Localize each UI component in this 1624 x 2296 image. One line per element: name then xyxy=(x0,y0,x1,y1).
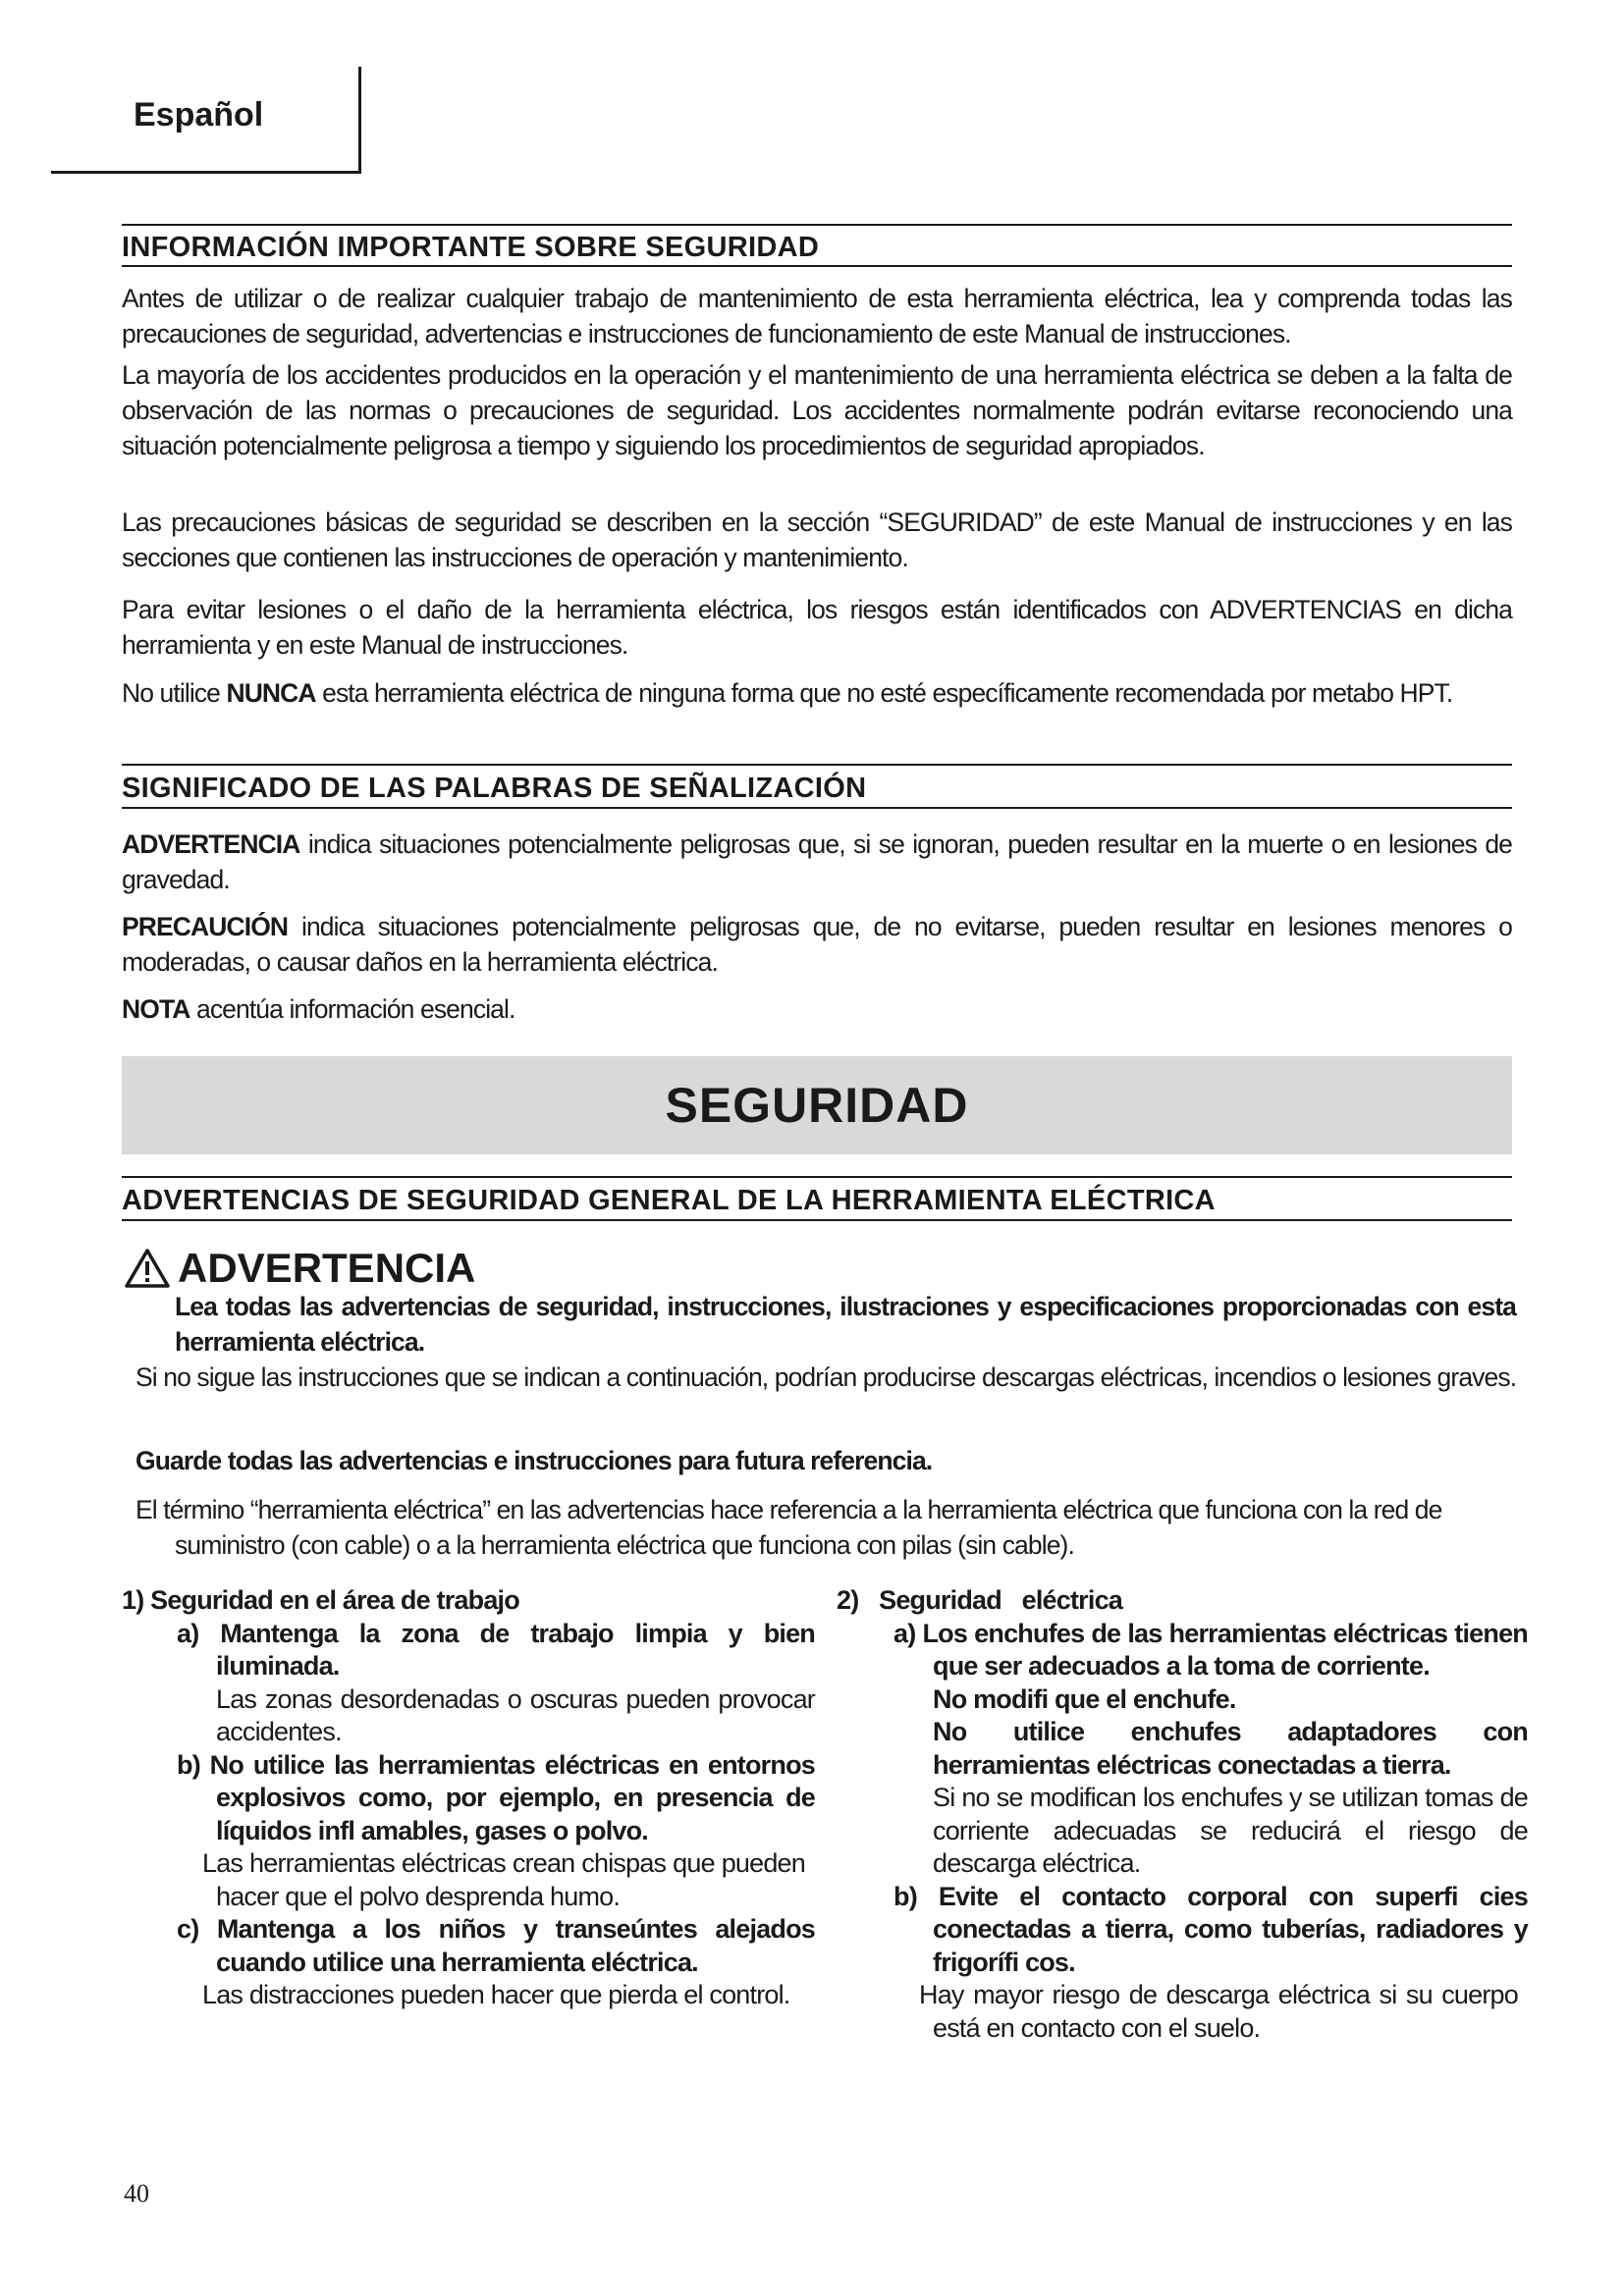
emphasis: NUNCA xyxy=(226,678,316,708)
paragraph: Si no sigue las instrucciones que se indican a continuación, podrían producirse descargas eléctricas, incendios o lesiones graves. xyxy=(135,1362,1517,1392)
paragraph xyxy=(122,675,1512,711)
paragraph-text: indica situaciones potencialmente peligrosas que, si se ignoran, pueden resultar en la muerte o en lesiones de gravedad. xyxy=(122,829,1512,894)
paragraph xyxy=(122,991,1512,1027)
list-item-text: Hay mayor riesgo de descarga eléctrica si su cuerpo está en contacto con el suelo. xyxy=(919,1980,1518,2043)
page-number: 40 xyxy=(124,2179,149,2208)
paragraph-text: esta herramienta eléctrica de ninguna forma que no esté específicamente recomendada por metabo HPT. xyxy=(315,678,1453,708)
section-title-safety-info: INFORMACIÓN IMPORTANTE SOBRE SEGURIDAD xyxy=(122,224,1512,267)
list-item-title: No utilice enchufes adaptadores con herramientas eléctricas conectadas a tierra. xyxy=(933,1717,1528,1780)
list-item-text: Las herramientas eléctricas crean chispas que pueden hacer que el polvo desprenda humo. xyxy=(202,1848,805,1911)
section-title-signal-words: SIGNIFICADO DE LAS PALABRAS DE SEÑALIZACIÓN xyxy=(122,764,1512,809)
language-tab xyxy=(51,67,361,173)
list-item-title: c) Mantenga a los niños y transeúntes alejados cuando utilice una herramienta eléctrica. xyxy=(177,1914,815,1977)
warning-lead: Lea todas las advertencias de seguridad, instrucciones, ilustraciones y especificaciones proporcionadas con esta herramienta eléctrica. xyxy=(175,1292,1516,1357)
paragraph: La mayoría de los accidentes producidos en la operación y el mantenimiento de una herramienta eléctrica se deben a la falta de observación de las normas o precauciones de seguridad. Los accidentes normalmente podrán evitarse reconociendo una situación potencialmente peligrosa a tiempo y siguiendo los procedimientos de seguridad apropiados. xyxy=(122,360,1512,460)
warning-triangle-icon xyxy=(125,1249,170,1288)
column-electrical-safety xyxy=(837,1584,1528,2045)
paragraph-text: indica situaciones potencialmente peligrosas que, de no evitarse, pueden resultar en lesiones menores o moderadas, o causar daños en la herramienta eléctrica. xyxy=(122,912,1512,977)
signal-word-note: NOTA xyxy=(122,994,190,1024)
list-item-title: b) Evite el contacto corporal con superfi cies conectadas a tierra, como tuberías, radiadores y frigorífi cos. xyxy=(893,1881,1528,1977)
banner-title: SEGURIDAD xyxy=(665,1078,969,1133)
divider xyxy=(358,67,361,174)
signal-word-warning: ADVERTENCIA xyxy=(122,829,300,859)
warning-heading xyxy=(125,1245,475,1292)
list-heading: 1) Seguridad en el área de trabajo xyxy=(122,1585,519,1615)
paragraph: Antes de utilizar o de realizar cualquier trabajo de mantenimiento de esta herramienta eléctrica, lea y comprenda todas las precauciones de seguridad, advertencias e instrucciones de funcionamiento de este Manual de instrucciones. xyxy=(122,284,1512,348)
paragraph: Para evitar lesiones o el daño de la herramienta eléctrica, los riesgos están identificados con ADVERTENCIAS en dicha herramienta y en este Manual de instrucciones. xyxy=(122,595,1512,660)
section-title-general-warnings: ADVERTENCIAS DE SEGURIDAD GENERAL DE LA HERRAMIENTA ELÉCTRICA xyxy=(122,1176,1512,1221)
paragraph: El término “herramienta eléctrica” en las advertencias hace referencia a la herramienta eléctrica que funciona con la red de suministro (con cable) o a la herramienta eléctrica que funciona con pilas (sin cable). xyxy=(135,1495,1442,1560)
list-item-title: No modifi que el enchufe. xyxy=(933,1683,1236,1714)
paragraph: Las precauciones básicas de seguridad se describen en la sección “SEGURIDAD” de este Manual de instrucciones y en las secciones que contienen las instrucciones de operación y mantenimiento. xyxy=(122,507,1512,572)
paragraph xyxy=(122,909,1512,980)
list-heading: 2) Seguridad eléctrica xyxy=(837,1585,1123,1615)
divider xyxy=(51,171,361,174)
list-item-title: a) Mantenga la zona de trabajo limpia y bien iluminada. xyxy=(177,1618,815,1681)
list-item-text: Si no se modifican los enchufes y se utilizan tomas de corriente adecuadas se reducirá el riesgo de descarga eléctrica. xyxy=(933,1783,1528,1878)
safety-banner xyxy=(122,1056,1512,1154)
warning-title: ADVERTENCIA xyxy=(178,1245,476,1291)
paragraph xyxy=(122,827,1512,897)
column-work-area-safety xyxy=(122,1584,815,2012)
list-item-text: Las distracciones pueden hacer que pierda el control. xyxy=(202,1980,790,2009)
paragraph-text: No utilice xyxy=(122,678,227,708)
save-instructions: Guarde todas las advertencias e instrucciones para futura referencia. xyxy=(135,1446,933,1475)
list-item-text: Las zonas desordenadas o oscuras pueden provocar accidentes. xyxy=(216,1683,815,1746)
language-label: Español xyxy=(134,96,264,133)
list-item-title: a) Los enchufes de las herramientas eléctricas tienen que ser adecuados a la toma de corriente. xyxy=(893,1618,1528,1681)
list-item-title: b) No utilice las herramientas eléctricas en entornos explosivos como, por ejemplo, en presencia de líquidos infl amables, gases o polvo. xyxy=(177,1749,815,1845)
signal-word-caution: PRECAUCIÓN xyxy=(122,912,289,941)
paragraph-text: acentúa información esencial. xyxy=(189,994,515,1024)
